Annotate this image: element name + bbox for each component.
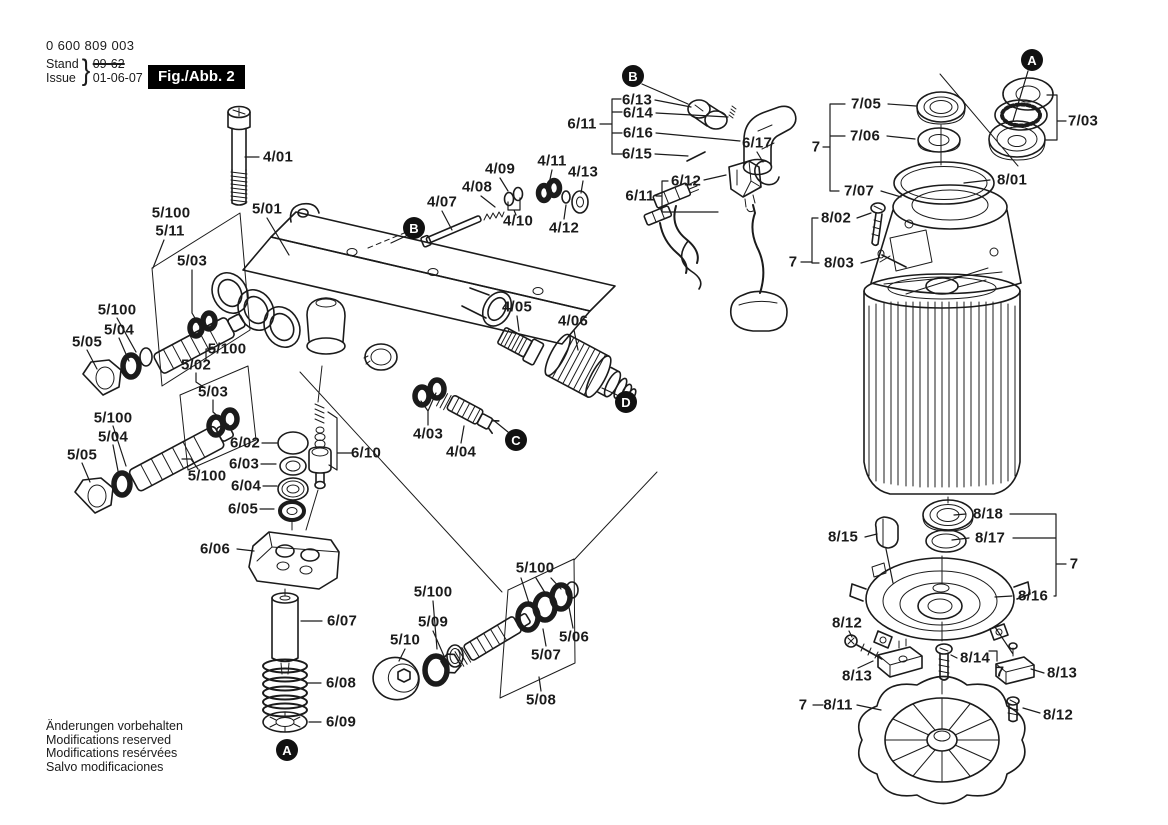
part-label-7: 7: [811, 138, 821, 156]
part-label-4-03: 4/03: [413, 425, 443, 443]
part-label-5-100: 5/100: [93, 409, 133, 427]
part-label-7-07: 7/07: [844, 182, 874, 200]
part-label-8-13: 8/13: [1047, 664, 1077, 682]
part-label-8-11: 8/11: [823, 696, 853, 714]
part-label-5-05: 5/05: [67, 446, 97, 464]
view-marker-a: A: [276, 739, 298, 761]
part-label-4-13: 4/13: [568, 163, 598, 181]
part-label-6-11: 6/11: [567, 115, 597, 133]
part-label-5-100: 5/100: [97, 301, 137, 319]
view-marker-c: C: [505, 429, 527, 451]
figure-number-box: Fig./Abb. 2: [148, 65, 245, 89]
part-label-6-09: 6/09: [326, 713, 356, 731]
part-label-5-03: 5/03: [177, 252, 207, 270]
part-label-8-03: 8/03: [824, 254, 854, 272]
part-label-6-16: 6/16: [623, 124, 653, 142]
part-label-5-07: 5/07: [531, 646, 561, 664]
revision-brace: }: [81, 54, 90, 87]
part-label-4-01: 4/01: [263, 148, 293, 166]
part-label-7-06: 7/06: [850, 127, 880, 145]
view-marker-b: B: [403, 217, 425, 239]
part-label-8-12: 8/12: [832, 614, 862, 632]
part-label-4-11: 4/11: [537, 152, 567, 170]
view-marker-a: A: [1021, 49, 1043, 71]
part-label-7: 7: [788, 253, 798, 271]
stand-label: Stand: [46, 57, 79, 71]
part-label-6-04: 6/04: [231, 477, 261, 495]
part-label-8-01: 8/01: [997, 171, 1027, 189]
part-label-8-17: 8/17: [975, 529, 1005, 547]
part-label-5-01: 5/01: [252, 200, 282, 218]
part-label-8-15: 8/15: [828, 528, 858, 546]
part-label-4-10: 4/10: [503, 212, 533, 230]
part-label-4-12: 4/12: [549, 219, 579, 237]
part-label-6-07: 6/07: [327, 612, 357, 630]
part-label-7-03: 7/03: [1068, 112, 1098, 130]
part-label-7: 7: [798, 696, 808, 714]
part-label-5-08: 5/08: [526, 691, 556, 709]
part-label-5-100: 5/100: [413, 583, 453, 601]
part-label-4-07: 4/07: [427, 193, 457, 211]
part-label-4-08: 4/08: [462, 178, 492, 196]
part-label-5-05: 5/05: [72, 333, 102, 351]
part-label-5-100: 5/100: [515, 559, 555, 577]
part-label-7: 7: [1069, 555, 1079, 573]
part-label-5-03: 5/03: [198, 383, 228, 401]
part-label-6-05: 6/05: [228, 500, 258, 518]
part-label-8-02: 8/02: [821, 209, 851, 227]
footer-line-en: Modifications reserved: [46, 732, 172, 747]
part-label-5-09: 5/09: [418, 613, 448, 631]
part-label-6-12: 6/12: [671, 172, 701, 190]
view-marker-d: D: [615, 391, 637, 413]
part-label-5-02: 5/02: [181, 356, 211, 374]
part-label-6-11: 6/11: [625, 187, 655, 205]
part-label-6-02: 6/02: [230, 434, 260, 452]
part-label-5-04: 5/04: [98, 428, 128, 446]
part-label-5-100: 5/100: [151, 204, 191, 222]
part-label-6-17: 6/17: [742, 134, 772, 152]
issue-date: 01-06-07: [92, 71, 143, 85]
view-marker-b: B: [622, 65, 644, 87]
footer-line-fr: Modifications resérvées: [46, 746, 178, 760]
part-label-5-100: 5/100: [187, 467, 227, 485]
issue-label: Issue: [46, 71, 76, 85]
part-label-8-13: 8/13: [842, 667, 872, 685]
part-label-7-05: 7/05: [851, 95, 881, 113]
part-label-4-06: 4/06: [558, 312, 588, 330]
part-label-6-06: 6/06: [200, 540, 230, 558]
footer-line-es: Salvo modificaciones: [46, 759, 164, 774]
superseded-date: 09-62: [92, 57, 125, 71]
part-label-8-18: 8/18: [973, 505, 1003, 523]
footer-line-de: Änderungen vorbehalten: [46, 719, 183, 733]
part-label-5-04: 5/04: [104, 321, 134, 339]
part-label-4-04: 4/04: [446, 443, 476, 461]
part-label-5-06: 5/06: [559, 628, 589, 646]
part-label-8-12: 8/12: [1043, 706, 1073, 724]
legal-footer: [46, 720, 183, 774]
part-label-5-10: 5/10: [390, 631, 420, 649]
part-label-8-14: 8/14: [960, 649, 990, 667]
part-label-6-15: 6/15: [622, 145, 652, 163]
part-label-4-09: 4/09: [485, 160, 515, 178]
part-label-5-100: 5/100: [207, 340, 247, 358]
part-label-6-10: 6/10: [351, 444, 381, 462]
part-label-5-11: 5/11: [155, 222, 185, 240]
part-label-6-13: 6/13: [622, 91, 652, 109]
part-label-6-14: 6/14: [623, 104, 653, 122]
part-label-7: 7: [995, 663, 1005, 681]
part-label-6-08: 6/08: [326, 674, 356, 692]
part-label-4-05: 4/05: [502, 298, 532, 316]
document-number: 0 600 809 003: [46, 38, 135, 53]
part-label-6-03: 6/03: [229, 455, 259, 473]
part-label-8-16: 8/16: [1018, 587, 1048, 605]
